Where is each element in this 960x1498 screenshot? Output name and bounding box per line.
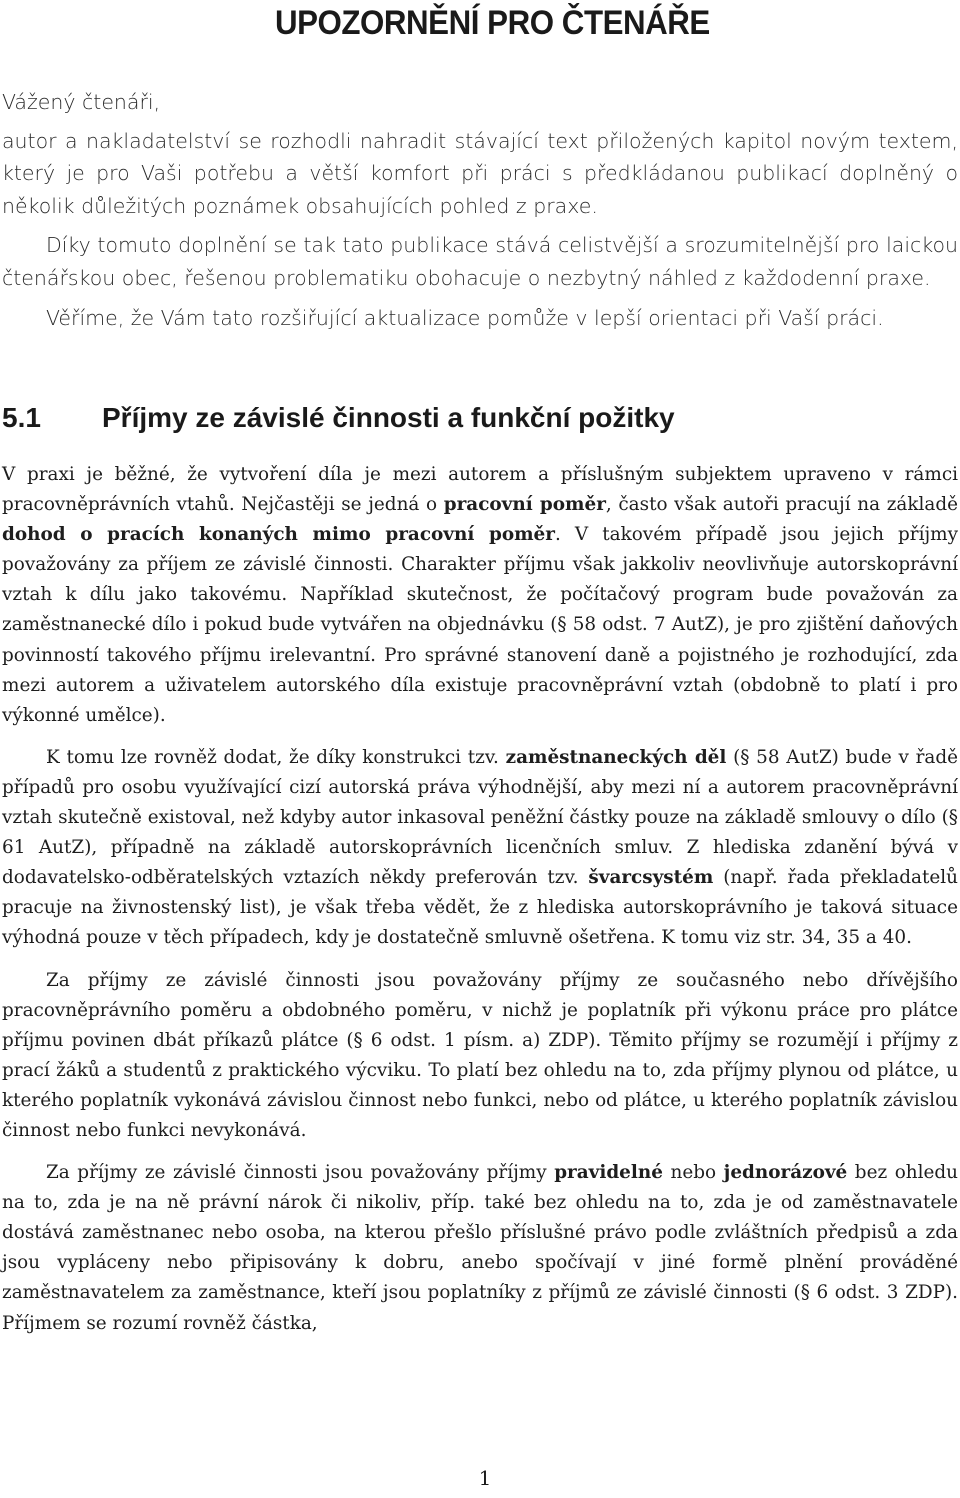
notice-title: UPOZORNĚNÍ PRO ČTENÁŘE xyxy=(275,4,710,42)
notice-paragraph-1: autor a nakladatelství se rozhodli nahradit stávající text přiložených kapitol novým textem, který je pro Vaši potřebu a větší komfort při práci s předkládanou publikací doplněný o několik důležitých poznámek obsahujících pohled z praxe. xyxy=(2,128,958,218)
reader-notice xyxy=(2,86,958,334)
text-run: nebo xyxy=(662,1162,724,1184)
notice-paragraph-2: Díky tomuto doplnění se tak tato publikace stává celistvější a srozumitelnější pro laickou čtenářskou obec, řešenou problematiku obohacuje o nezbytný náhled z každodenní praxe. xyxy=(2,233,958,290)
body-paragraph-4 xyxy=(2,1158,958,1339)
bold-term: švarcsystém xyxy=(588,867,714,889)
text-run: Za příjmy ze závislé činnosti jsou považovány příjmy xyxy=(46,1162,555,1184)
notice-greeting: Vážený čtenáři, xyxy=(2,90,161,114)
text-run: (např. řada překladatelů pracuje na živnostenský list), je však třeba vědět, že z hlediska autorskoprávního je taková situace výhodná pouze v těch případech, kdy je dostatečně smluvně ošetřena. K tomu viz str. 34, 35 a 40. xyxy=(2,867,958,949)
text-run: . V takovém případě jsou jejich příjmy považovány za příjem ze závislé činnosti. Charakter příjmu však jakkoliv neovlivňuje autorskoprávní vztah k dílu jako takovému. Například skutečnost, že počítačový program bude považován za zaměstnanecké dílo i pokud bude vytvářen na objednávku (§ 58 odst. 7 AutZ), je pro zjištění daňových povinností takového příjmu irelevantní. Pro správné stanovení daně a pojistného je rozhodující, zda mezi autorem a uživatelem autorského díla existuje pracovněprávní vztah (obdobně to platí i pro výkonné umělce). xyxy=(2,524,959,726)
bold-term: jednorázové xyxy=(723,1162,848,1184)
section-heading xyxy=(2,402,952,434)
text-run: bez ohledu na to, zda je na ně právní nárok či nikoliv, příp. také bez ohledu na to, zda je od zaměstnavatele dostává zaměstnanec nebo osoba, na kterou přešlo příslušné právo podle zvláštních předpisů a zda jsou vypláceny nebo připisovány k dobru, anebo spočívají v jiné formě plnění prováděné zaměstnavatelem za zaměstnance, kteří jsou poplatníky z příjmů ze závislé činnosti (§ 6 odst. 3 ZDP). Příjmem se rozumí rovněž částka, xyxy=(2,1162,959,1334)
body-paragraph-3: Za příjmy ze závislé činnosti jsou považovány příjmy ze současného nebo dřívějšího pracovněprávního poměru a obdobného poměru, v nichž je poplatník při výkonu práce pro plátce příjmu povinen dbát příkazů plátce (§ 6 odst. 1 písm. a) ZDP). Těmito příjmy se rozumějí i příjmy z prací žáků a studentů z praktického výcviku. To platí bez ohledu na to, zda příjmy plynou od plátce, u kterého poplatník vykonává závislou činnost nebo funkci, nebo od plátce, u kterého poplatník závislou činnost nebo funkci nevykonává. xyxy=(2,969,958,1141)
bold-term: pracovní poměr xyxy=(443,494,606,516)
section-body xyxy=(2,460,958,1351)
text-run: (§ 58 AutZ) bude v řadě případů pro osobu využívající cizí autorská práva výhodnější, aby mezi ní a autorem pracovněprávní vztah skutečně existoval, než kdyby autor inkasoval peněžní částky pouze na základě smlouvy o dílo (§ 61 AutZ), případně na základě autorskoprávních licenčních smluv. Z hlediska zdanění bývá v dodavatelsko-odběratelských vztazích někdy preferován tzv. xyxy=(2,746,958,889)
section-number: 5.1 xyxy=(2,402,41,433)
notice-paragraph-3: Věříme, že Vám tato rozšiřující aktualizace pomůže v lepší orientaci při Vaší práci. xyxy=(46,305,884,330)
section-title: Příjmy ze závislé činnosti a funkční požitky xyxy=(102,402,675,433)
bold-term: pravidelné xyxy=(554,1162,663,1184)
text-run: K tomu lze rovněž dodat, že díky konstrukci tzv. xyxy=(46,746,506,768)
bold-term: zaměstnaneckých děl xyxy=(505,746,727,768)
body-paragraph-2 xyxy=(2,743,958,954)
text-run: V praxi je běžné, že vytvoření díla je mezi autorem a příslušným subjektem upraveno v rámci pracovněprávních vtahů. Nejčastěji se jedná o xyxy=(2,464,958,516)
body-paragraph-1 xyxy=(2,460,958,731)
page-number: 1 xyxy=(478,1466,492,1490)
bold-term: dohod o pracích konaných mimo pracovní poměr xyxy=(2,524,555,546)
text-run: , často však autoři pracují na základě xyxy=(605,494,958,516)
